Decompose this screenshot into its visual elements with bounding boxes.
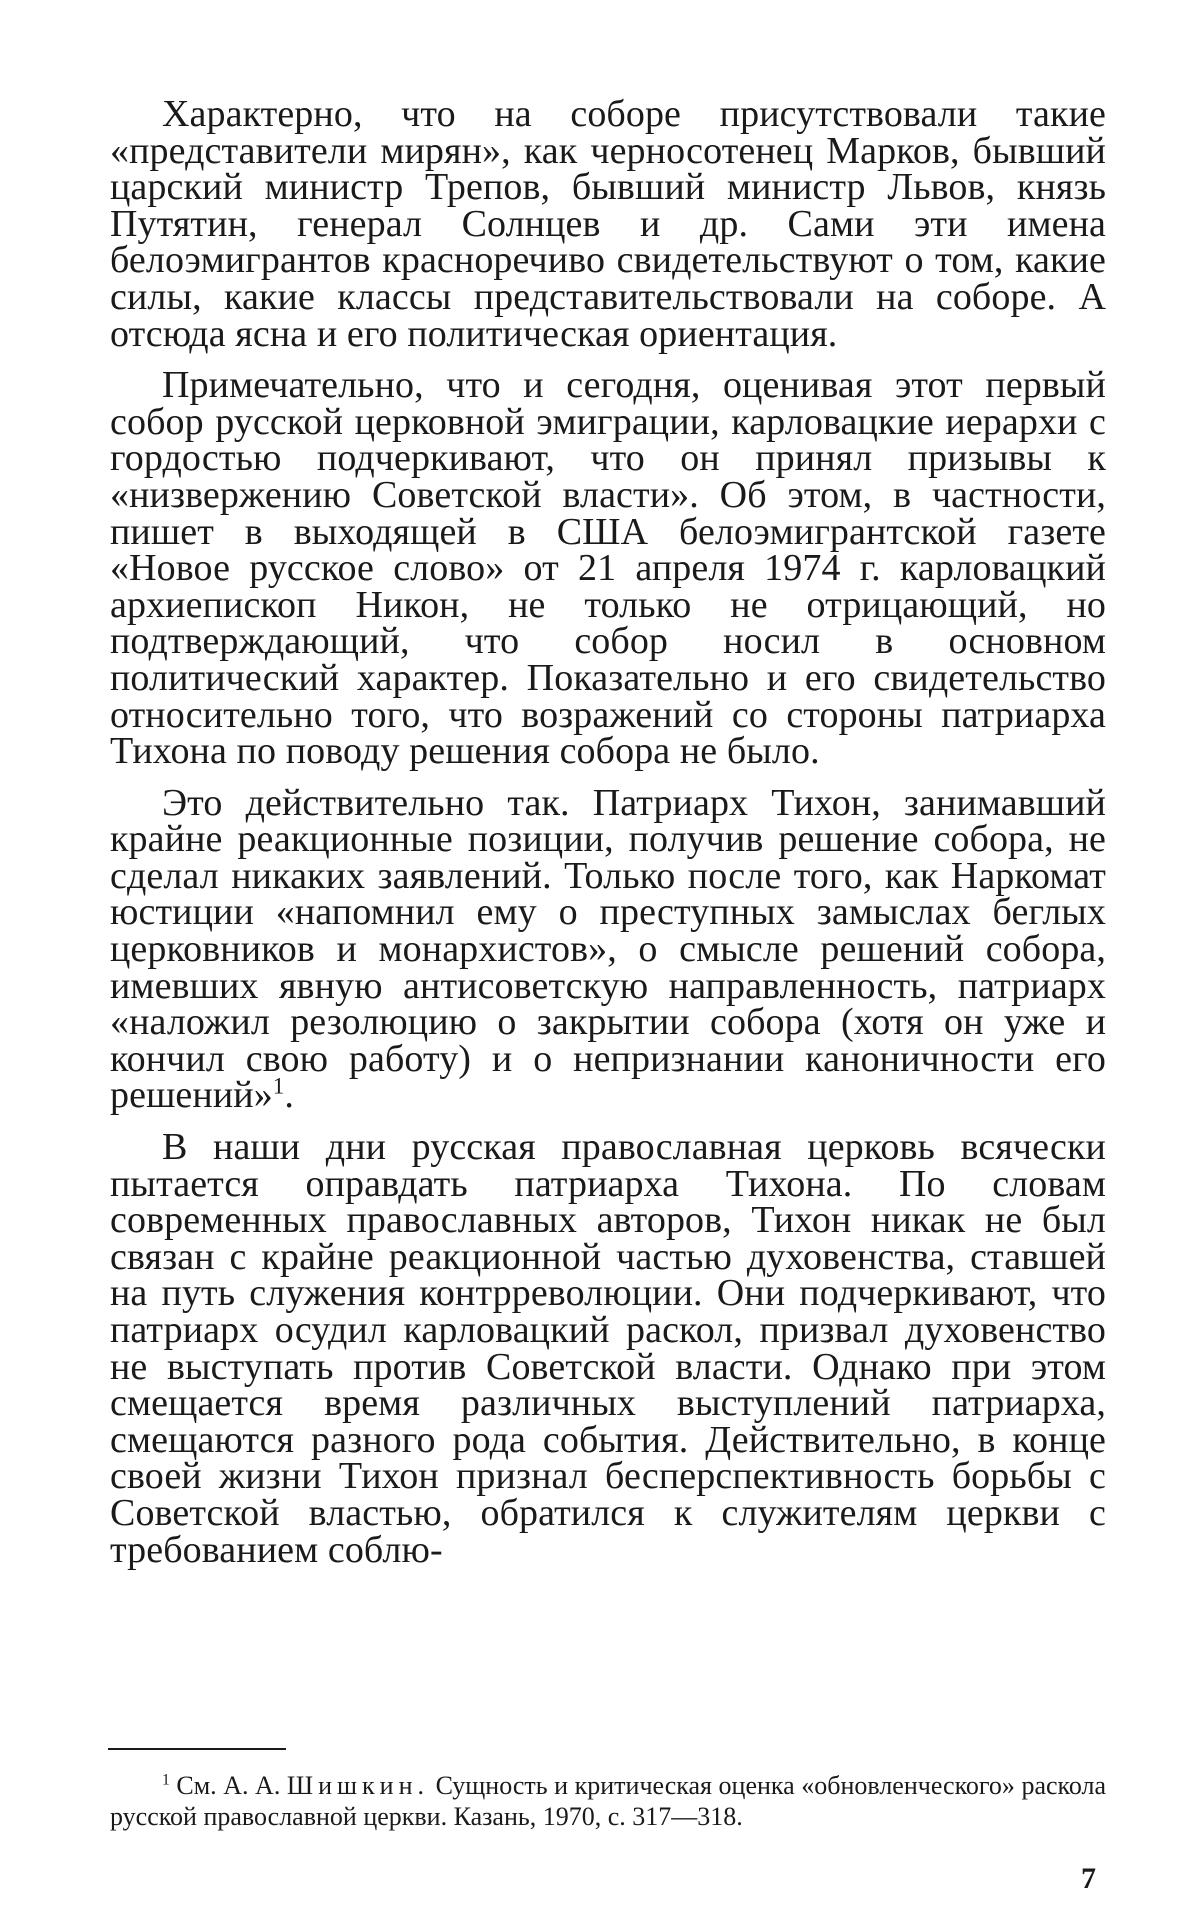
main-text (110, 93, 1106, 1583)
footnote-author: Шишкин. (286, 1771, 430, 1800)
paragraph-3 (110, 781, 1106, 1117)
paragraph-1: Характерно, что на соборе присутствовали такие «представители мирян», как черносотенец Марков, бывший царский министр Трепов, бывший министр Львов, князь Путятин, генерал Солнцев и др. Сами эти имена белоэмигрантов красноречиво свидетельствуют о том, какие силы, какие классы представительствовали на соборе. А отсюда ясна и его политическая ориентация. (110, 93, 1106, 355)
paragraph-2: Примечательно, что и сегодня, оценивая этот первый собор русской церковной эмиграции, карловацкие иерархи с гордостью подчеркивают, что он принял призывы к «низвержению Советской власти». Об этом, в частности, пишет в выходящей в США белоэмигрантской газете «Новое русское слово» от 21 апреля 1974 г. карловацкий архиепископ Никон, не только не отрицающий, но подтверждающий, что собор носил в основном политический характер. Показательно и его свидетельство относительно того, что возражений со стороны патриарха Тихона по поводу решения собора не было. (110, 364, 1106, 773)
footnote-prefix: См. А. А. (176, 1771, 281, 1800)
paragraph-3-text: Это действительно так. Патриарх Тихон, занимавший крайне реакционные позиции, получив решение собора, не сделал никаких заявлений. Только после того, как Наркомат юстиции «напомнил ему о преступных замыслах беглых церковников и монархистов», о смысле решений собора, имевших явную антисоветскую направленность, патриарх «наложил резолюцию о закрытии собора (хотя он уже и кончил свою работу) и о непризнании каноничности его решений» (110, 781, 1106, 1117)
footnote-divider (108, 1748, 286, 1750)
footnote-reference: 1 (272, 1073, 285, 1099)
footnote-text: Сущность и критическая оценка «обновленческого» раскола русской православной церкви. Казань, 1970, с. 317—318. (110, 1771, 1107, 1831)
footnote-marker: 1 (162, 1771, 170, 1789)
page-number: 7 (1081, 1862, 1096, 1895)
footnote (110, 1770, 1106, 1832)
paragraph-4: В наши дни русская православная церковь всячески пытается оправдать патриарха Тихона. По словам современных православных авторов, Тихон никак не был связан с крайне реакционной частью духовенства, ставшей на путь служения контрреволюции. Они подчеркивают, что патриарх осудил карловацкий раскол, призвал духовенство не выступать против Советской власти. Однако при этом смещается время различных выступлений патриарха, смещаются разного рода события. Действительно, в конце своей жизни Тихон признал бесперспективность борьбы с Советской властью, обратился к служителям церкви с требованием соблю- (110, 1126, 1106, 1571)
paragraph-3-end: . (284, 1074, 294, 1117)
